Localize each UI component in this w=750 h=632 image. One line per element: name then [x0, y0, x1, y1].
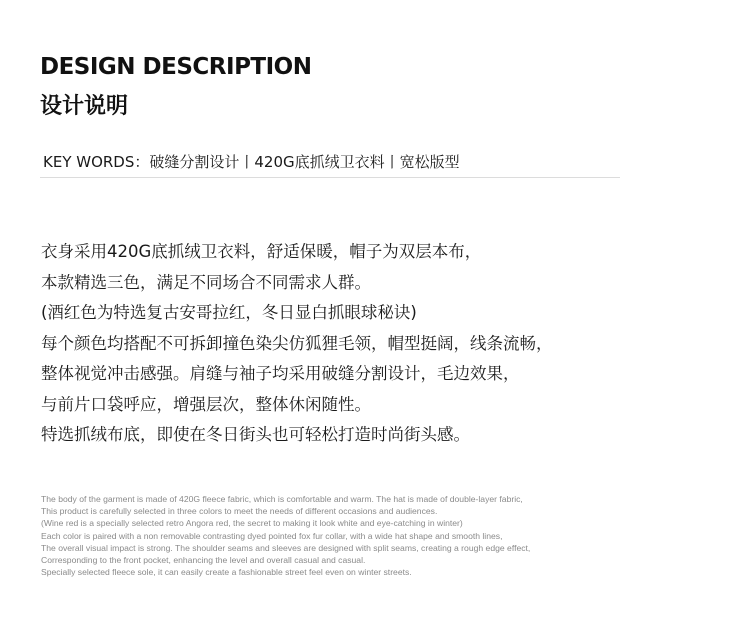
- description-line: 特选抓绒布底，即使在冬日街头也可轻松打造时尚街头感。: [41, 425, 470, 444]
- section-title-chinese: 设计说明: [40, 94, 129, 119]
- description-en-line: (Wine red is a specially selected retro Angora red, the secret to making it look white and eye-catching in winter): [41, 518, 463, 529]
- description-line: 整体视觉冲击感强。肩缝与袖子均采用破缝分割设计，毛边效果，: [41, 364, 520, 383]
- description-en-line: The overall visual impact is strong. The shoulder seams and sleeves are designed with split seams, creating a rough edge effect,: [41, 542, 531, 553]
- description-line: (酒红色为特选复古安哥拉红，冬日显白抓眼球秘诀): [41, 303, 417, 322]
- description-chinese: [41, 237, 721, 451]
- section-title-english: DESIGN DESCRIPTION: [40, 54, 312, 80]
- description-english: [41, 493, 721, 578]
- divider: [40, 177, 620, 178]
- keywords-line: KEY WORDS：破缝分割设计丨420G底抓绒卫衣料丨宽松版型: [43, 153, 460, 171]
- description-en-line: The body of the garment is made of 420G fleece fabric, which is comfortable and warm. The hat is made of double-layer fabric,: [41, 494, 523, 504]
- description-en-line: Each color is paired with a non removable contrasting dyed pointed fox fur collar, with a wide hat shape and smooth lines,: [41, 530, 503, 541]
- description-line: 本款精选三色，满足不同场合不同需求人群。: [41, 272, 371, 292]
- description-en-line: Specially selected fleece sole, it can easily create a fashionable street feel even on winter streets.: [41, 567, 412, 578]
- description-en-line: Corresponding to the front pocket, enhancing the level and overall casual and casual.: [41, 554, 366, 565]
- description-en-line: This product is carefully selected in three colors to meet the needs of different occasions and audiences.: [41, 506, 438, 517]
- description-line: 与前片口袋呼应，增强层次，整体休闲随性。: [41, 394, 371, 414]
- description-line: 每个颜色均搭配不可拆卸撞色染尖仿狐狸毛领，帽型挺阔，线条流畅，: [41, 333, 553, 353]
- description-line: 衣身采用420G底抓绒卫衣料，舒适保暖，帽子为双层本布，: [41, 242, 482, 261]
